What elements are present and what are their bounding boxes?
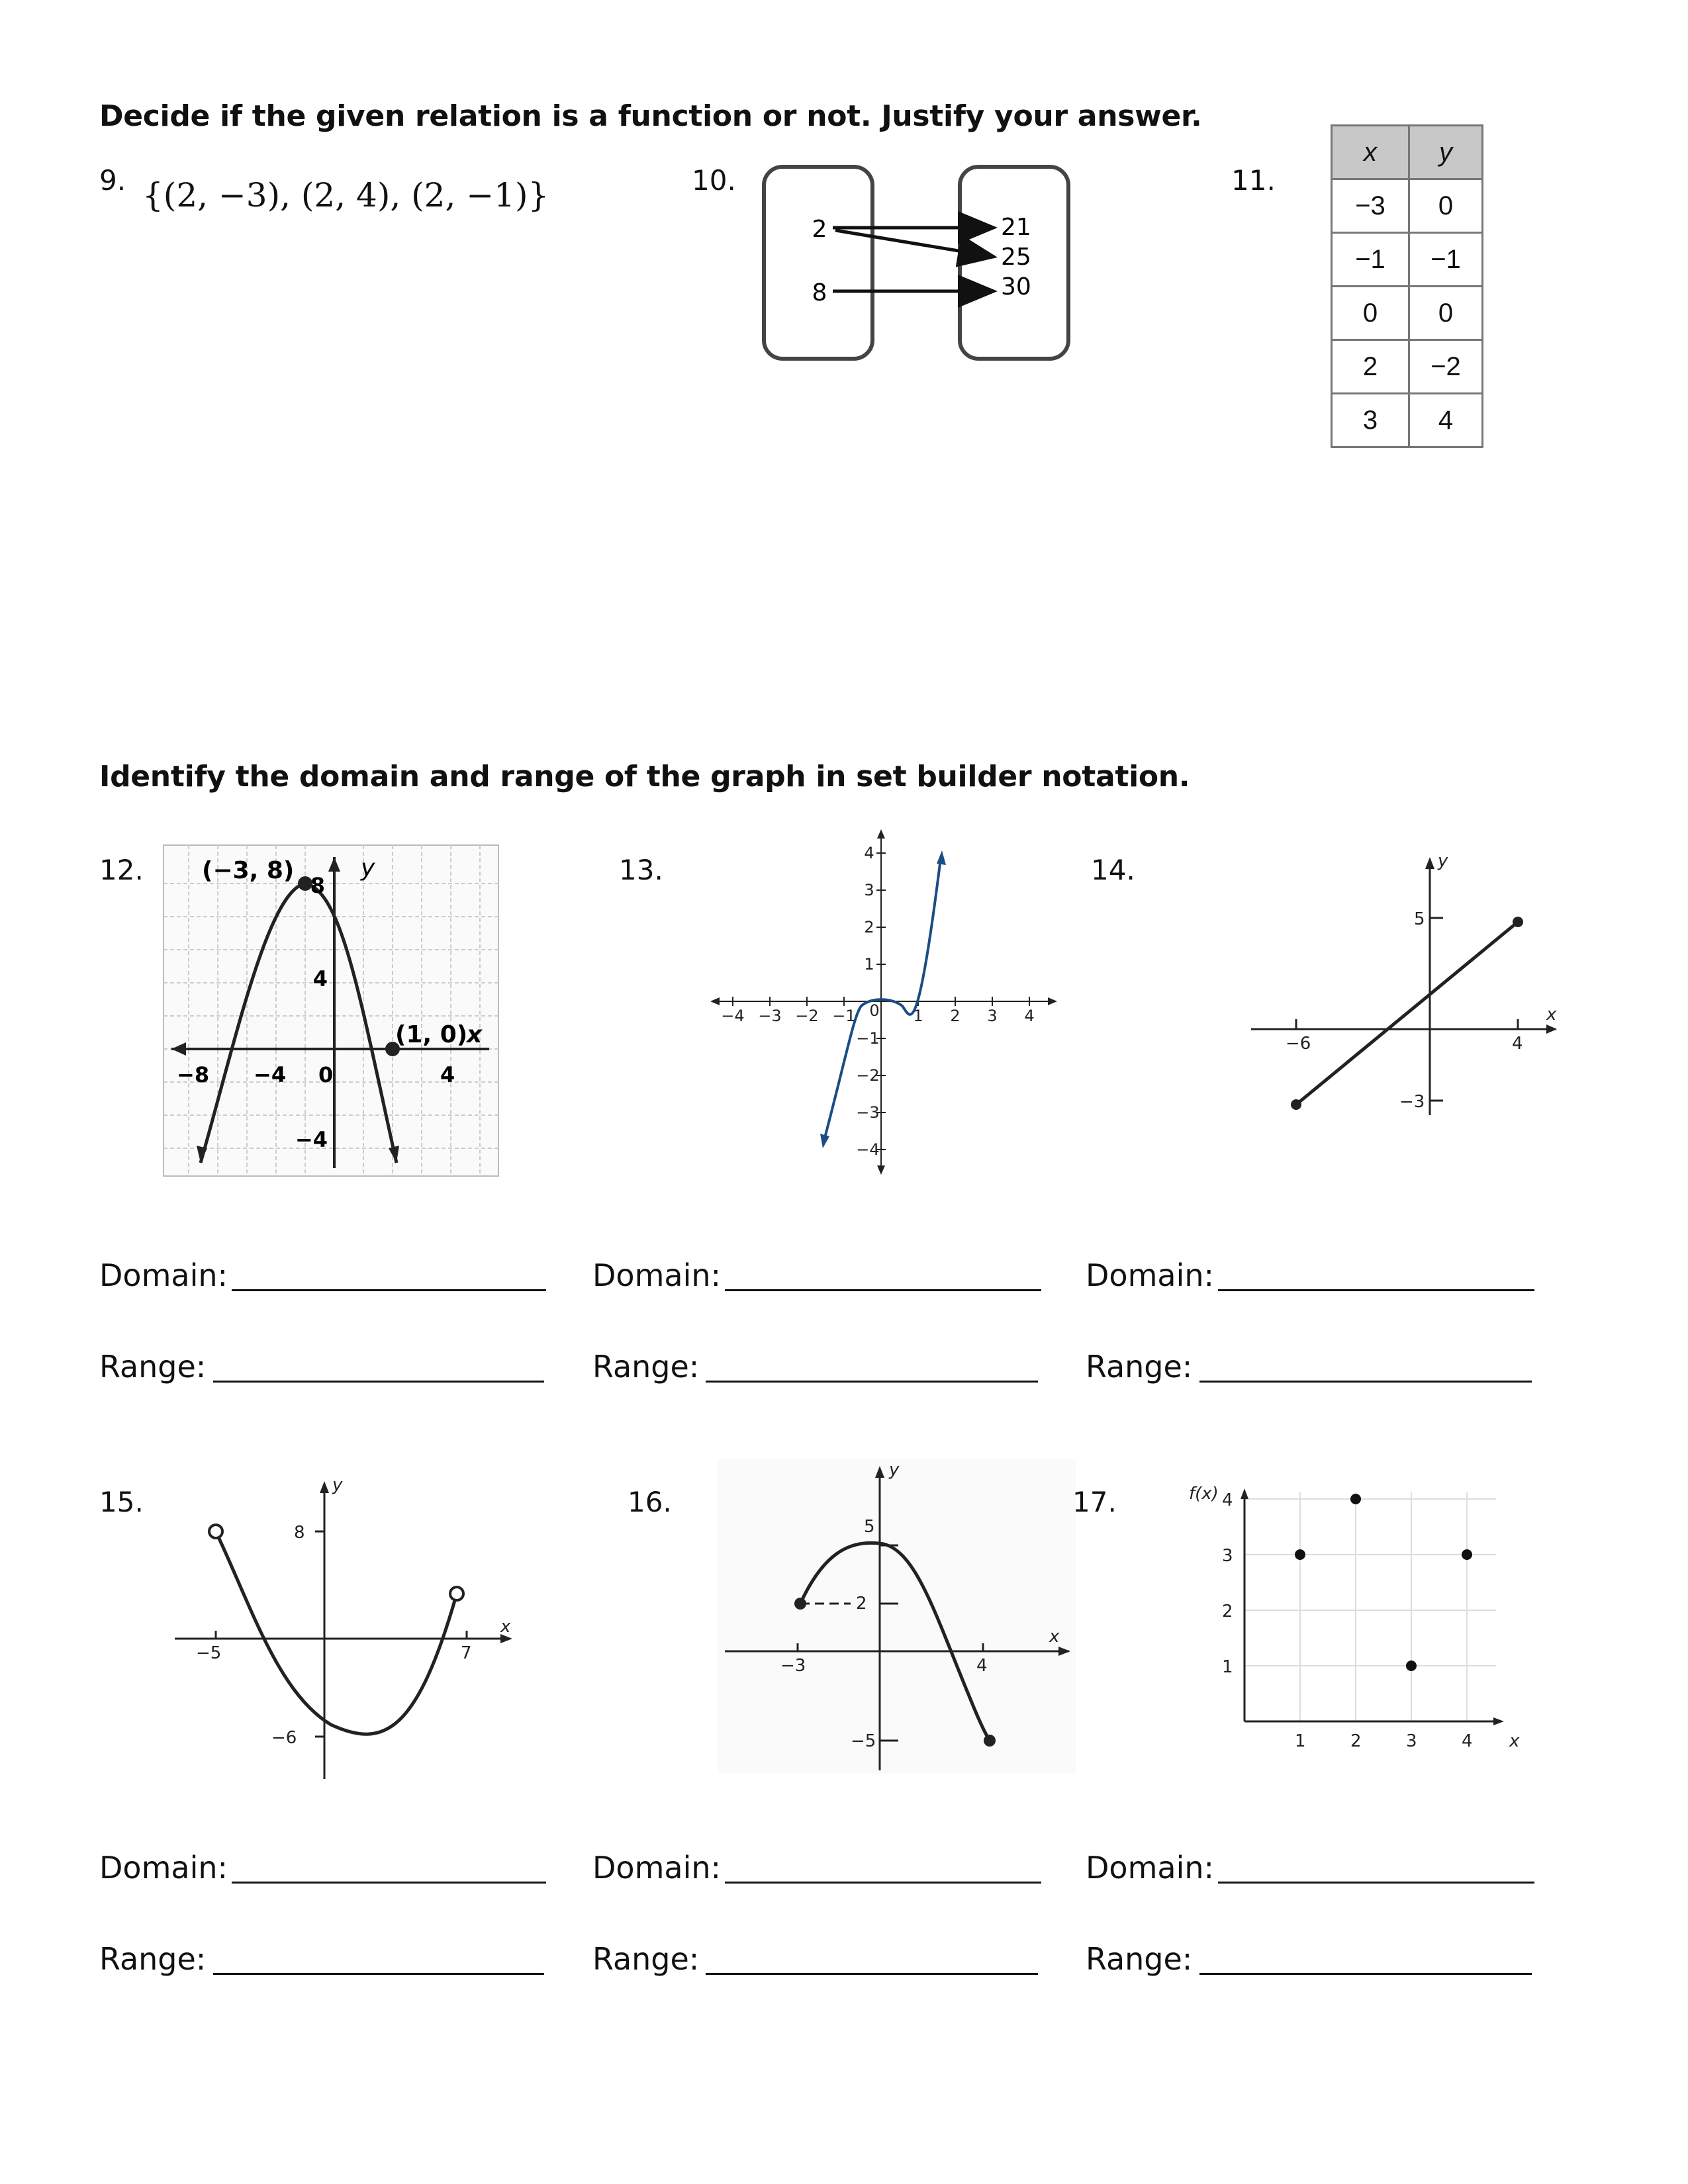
table-cell: 2	[1332, 340, 1409, 394]
question-11-number: 11.	[1231, 164, 1276, 197]
tick-label: 2	[1350, 1731, 1362, 1751]
range-answer-blank[interactable]	[1199, 1973, 1532, 1975]
graph-15	[165, 1475, 523, 1786]
tick-label: 8	[294, 1523, 305, 1543]
tick-label: 4	[1024, 1007, 1035, 1025]
range-value: 30	[1001, 273, 1031, 300]
tick-label: 0	[869, 1001, 880, 1020]
data-point	[1406, 1661, 1417, 1671]
point-label: (−3, 8)	[202, 857, 295, 884]
range-answer-blank[interactable]	[213, 1381, 544, 1383]
tick-label: −3	[758, 1007, 782, 1025]
graph-14	[1244, 850, 1562, 1128]
question-9-relation: {(2, −3), (2, 4), (2, −1)}	[142, 176, 549, 214]
tick-label: 1	[1222, 1657, 1233, 1677]
range-value: 25	[1001, 244, 1031, 271]
x-axis-label: x	[1049, 1627, 1060, 1647]
table-header-row	[1332, 126, 1483, 179]
graph-13	[705, 824, 1062, 1178]
tick-label: 1	[1295, 1731, 1306, 1751]
domain-answer-blank[interactable]	[1218, 1289, 1534, 1291]
range-value: 21	[1001, 214, 1031, 241]
data-point	[1295, 1549, 1305, 1560]
tick-label: −5	[196, 1643, 222, 1663]
tick-label: 5	[1414, 909, 1425, 929]
data-point	[1462, 1549, 1472, 1560]
tick-label: 1	[913, 1007, 923, 1025]
domain-answer-blank[interactable]	[725, 1882, 1041, 1884]
domain-oval	[764, 167, 872, 359]
tick-label: −1	[856, 1029, 880, 1048]
mapping-diagram	[755, 159, 1079, 371]
tick-label: 2	[856, 1594, 867, 1614]
column-header-x: x	[1332, 126, 1409, 179]
point-label: (1, 0)	[395, 1021, 468, 1048]
range-label: Range:	[592, 1941, 700, 1977]
domain-label: Domain:	[99, 1850, 228, 1886]
domain-answer-blank[interactable]	[725, 1289, 1041, 1291]
tick-label: −3	[1399, 1092, 1425, 1112]
range-label: Range:	[1086, 1349, 1193, 1385]
range-answer-blank[interactable]	[706, 1381, 1038, 1383]
table-cell: −2	[1409, 340, 1483, 394]
table-row	[1332, 394, 1483, 447]
table-cell: −1	[1332, 233, 1409, 287]
question-13-number: 13.	[619, 854, 663, 886]
tick-label: −2	[795, 1007, 819, 1025]
question-9-number: 9.	[99, 164, 126, 197]
tick-label: 4	[312, 966, 328, 991]
tick-label: −3	[780, 1656, 806, 1676]
range-label: Range:	[592, 1349, 700, 1385]
domain-label: Domain:	[1086, 1850, 1214, 1886]
range-answer-blank[interactable]	[213, 1973, 544, 1975]
domain-value: 8	[812, 279, 827, 306]
tick-label: 4	[1222, 1490, 1233, 1510]
table-cell: 3	[1332, 394, 1409, 447]
data-point	[1350, 1494, 1361, 1504]
domain-label: Domain:	[592, 1257, 721, 1293]
table-cell: −3	[1332, 179, 1409, 233]
range-label: Range:	[99, 1941, 207, 1977]
question-10-number: 10.	[692, 164, 736, 197]
graph-12	[162, 844, 500, 1178]
domain-answer-blank[interactable]	[1218, 1882, 1534, 1884]
x-axis-label: x	[1546, 1005, 1557, 1024]
x-axis-label: x	[500, 1617, 511, 1637]
tick-label: −8	[177, 1062, 210, 1087]
range-answer-blank[interactable]	[706, 1973, 1038, 1975]
x-axis-label: x	[1509, 1731, 1520, 1751]
graph-17	[1185, 1479, 1536, 1797]
question-14-number: 14.	[1091, 854, 1135, 886]
graph-16	[718, 1459, 1076, 1774]
tick-label: 4	[440, 1062, 455, 1087]
domain-label: Domain:	[592, 1850, 721, 1886]
column-header-y: y	[1409, 126, 1483, 179]
domain-label: Domain:	[99, 1257, 228, 1293]
tick-label: −1	[832, 1007, 856, 1025]
tick-label: 8	[310, 873, 325, 898]
y-axis-label: y	[889, 1460, 900, 1480]
y-axis-label: y	[1438, 851, 1448, 871]
tick-label: 3	[1406, 1731, 1417, 1751]
tick-label: 3	[1222, 1546, 1233, 1566]
tick-label: −4	[721, 1007, 745, 1025]
question-12-number: 12.	[99, 854, 144, 886]
tick-label: 1	[864, 955, 874, 974]
tick-label: −4	[856, 1140, 880, 1159]
tick-label: 3	[864, 881, 874, 899]
domain-answer-blank[interactable]	[232, 1289, 546, 1291]
section-1-heading: Decide if the given relation is a function or not. Justify your answer.	[99, 99, 1202, 133]
section-2-heading: Identify the domain and range of the graph in set builder notation.	[99, 760, 1190, 794]
y-axis-label: y	[361, 854, 375, 882]
xy-table	[1331, 124, 1483, 448]
question-16-number: 16.	[628, 1486, 672, 1518]
domain-label: Domain:	[1086, 1257, 1214, 1293]
table-cell: 4	[1409, 394, 1483, 447]
range-label: Range:	[1086, 1941, 1193, 1977]
tick-label: −6	[271, 1728, 297, 1748]
tick-label: 4	[864, 844, 874, 862]
table-cell: −1	[1409, 233, 1483, 287]
y-axis-label: f(x)	[1189, 1484, 1219, 1504]
table-row	[1332, 340, 1483, 394]
table-row	[1332, 179, 1483, 233]
table-cell: 0	[1409, 287, 1483, 340]
table-cell: 0	[1409, 179, 1483, 233]
tick-label: 4	[1462, 1731, 1473, 1751]
tick-label: −2	[856, 1066, 880, 1085]
tick-label: 3	[987, 1007, 998, 1025]
table-row	[1332, 233, 1483, 287]
tick-label: 2	[1222, 1602, 1233, 1621]
tick-label: −4	[254, 1062, 287, 1087]
tick-label: 0	[318, 1062, 334, 1087]
domain-value: 2	[812, 216, 827, 243]
tick-label: 5	[864, 1517, 875, 1537]
tick-label: 2	[864, 918, 874, 936]
tick-label: −3	[856, 1103, 880, 1122]
question-17-number: 17.	[1072, 1486, 1117, 1518]
range-answer-blank[interactable]	[1199, 1381, 1532, 1383]
tick-label: 2	[950, 1007, 961, 1025]
tick-label: 7	[461, 1643, 472, 1663]
tick-label: −4	[295, 1127, 328, 1152]
tick-label: 4	[976, 1656, 988, 1676]
tick-label: 4	[1512, 1034, 1523, 1054]
x-axis-label: x	[467, 1021, 483, 1048]
table-cell: 0	[1332, 287, 1409, 340]
domain-answer-blank[interactable]	[232, 1882, 546, 1884]
table-row	[1332, 287, 1483, 340]
question-15-number: 15.	[99, 1486, 144, 1518]
y-axis-label: y	[332, 1475, 343, 1495]
tick-label: −6	[1286, 1034, 1311, 1054]
tick-label: −5	[851, 1731, 876, 1751]
range-label: Range:	[99, 1349, 207, 1385]
